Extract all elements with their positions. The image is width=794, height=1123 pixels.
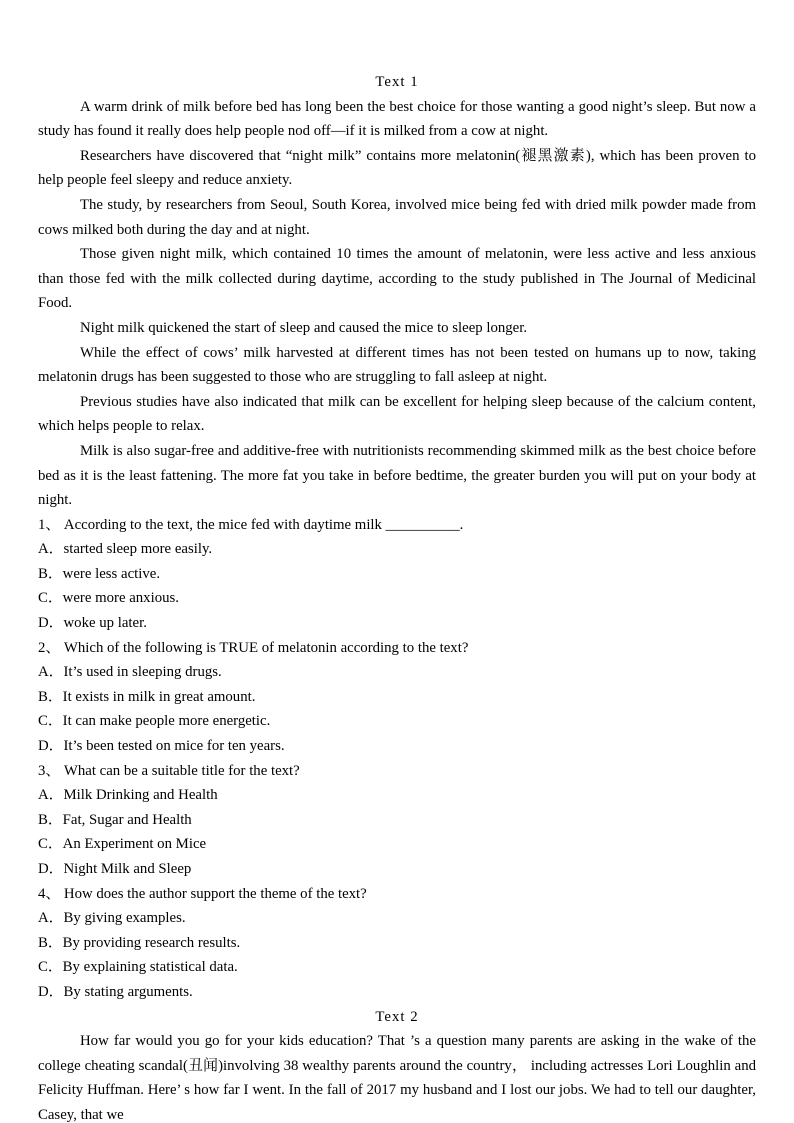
question-1-option-c: C．were more anxious. (38, 590, 179, 607)
question-1-option-a: A．started sleep more easily. (38, 541, 213, 558)
question-2-option-d: D．It’s been tested on mice for ten years. (38, 738, 285, 755)
question-2-option-a: A．It’s used in sleeping drugs. (38, 664, 222, 681)
question-4-option-b: B．By providing research results. (38, 934, 241, 951)
question-3-option-c: C．An Experiment on Mice (38, 836, 207, 853)
question-3-option-a: A．Milk Drinking and Health (38, 787, 218, 804)
text1-paragraph-5: Night milk quickened the start of sleep and caused the mice to sleep longer. (80, 319, 528, 336)
question-2-option-b: B．It exists in milk in great amount. (38, 688, 256, 705)
text1-paragraph-4: Those given night milk, which contained 10 times the amount of melatonin, were less active and less anxious than those fed with the milk collected during daytime, according to the study published in The Journal of Medicinal Food. (38, 246, 756, 312)
text1-paragraph-8: Milk is also sugar-free and additive-free with nutritionists recommending skimmed milk as the best choice before bed as it is the least fattening. The more fat you take in before bedtime, the greater burden you will put on your body at night. (38, 442, 756, 509)
text1-paragraph-1: A warm drink of milk before bed has long been the best choice for those wanting a good night’s sleep. But now a study has found it really does help people nod off—if it is milked from a cow at night. (38, 98, 756, 140)
question-3-option-d: D．Night Milk and Sleep (38, 861, 192, 877)
text1-paragraph-3: The study, by researchers from Seoul, South Korea, involved mice being fed with dried milk powder made from cows milked both during the day and at night. (38, 196, 756, 238)
question-1-stem: 1、 According to the text, the mice fed with daytime milk __________. (38, 516, 464, 533)
text1-title: Text 1 (375, 74, 419, 90)
question-1-option-b: B．were less active. (38, 565, 161, 582)
question-2-option-c: C．It can make people more energetic. (38, 713, 271, 730)
question-3-option-b: B．Fat, Sugar and Health (38, 811, 192, 828)
text1-paragraph-2: Researchers have discovered that “night milk” contains more melatonin(褪黑激素), which has been proven to help people feel sleepy and reduce anxiety. (38, 147, 756, 189)
text1-paragraph-6: While the effect of cows’ milk harvested at different times has not been tested on humans up to now, taking melatonin drugs has been suggested to those who are struggling to fall asleep at night. (38, 344, 756, 386)
question-4-option-c: C．By explaining statistical data. (38, 959, 238, 976)
text2-paragraph-1: How far would you go for your kids education? That ’s a question many parents are asking in the wake of the college cheating scandal(丑闻)involving 38 wealthy parents around the country， including actresses Lori Loughlin and Felicity Huffman. Here’ s how far I went. In the fall of 2017 my husband and I lost our jobs. We had to tell our daughter, Casey, that we (38, 1033, 756, 1123)
text1-paragraph-7: Previous studies have also indicated that milk can be excellent for helping sleep because of the calcium content, which helps people to relax. (38, 393, 756, 435)
question-4-option-d: D．By stating arguments. (38, 983, 193, 1000)
text2-title: Text 2 (375, 1008, 419, 1025)
question-3-stem: 3、 What can be a suitable title for the text? (38, 762, 300, 779)
question-1-option-d: D．woke up later. (38, 615, 147, 632)
question-2-stem: 2、 Which of the following is TRUE of melatonin according to the text? (38, 639, 469, 656)
question-4-option-a: A．By giving examples. (38, 910, 186, 927)
question-4-stem: 4、 How does the author support the theme of the text? (38, 885, 367, 902)
